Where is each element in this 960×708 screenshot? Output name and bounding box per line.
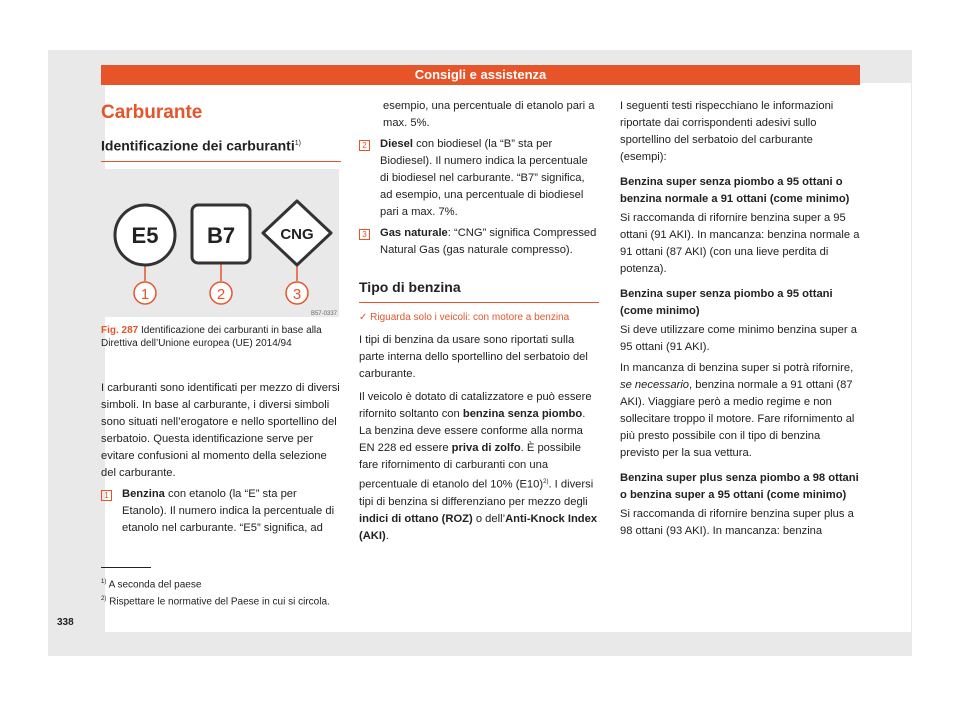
b7-label: B7 <box>206 223 236 248</box>
tipo-benzina-heading: Tipo di benzina <box>359 279 461 295</box>
page-number: 338 <box>57 617 74 628</box>
figure-caption: Fig. 287 Identificazione dei carburanti in base alla Direttiva dell’Unione europea (UE) 2014/94 <box>101 325 322 349</box>
column-2: esempio, una percentuale di etanolo pari a max. 5%. 2 Diesel con biodiesel (la “B” sta per Biodiesel). Il numero indica la percentuale di biodiesel nel carburante. “B7” significa, ad esempio, una percentuale di biodiesel pari a max. 7%. 3 Gas naturale: “CNG” significa Compressed Natural Gas (gas naturale compresso). Tipo di benzina ✓ Riguarda solo i veicoli: con motore a benzina I tipi di benzina da usare sono riportati sulla parte interna dello sportellino del serbatoio del carburante. Il veicolo è dotato di catalizzatore e può essere rifornito soltanto con benzina senza piombo. La benzina deve essere conforme alla norma EN 228 ed essere priva di zolfo. È possibile fare rifornimento di carburanti con una percentuale di etanolo del 10% $(E10)^{2)}$. I diversi tipi di benzina si differenziano per mezzo degli indici di ottano (ROZ) o dell’Anti-Knock Index (AKI). <box>359 98 599 545</box>
callout-1: 1 <box>140 286 150 303</box>
fuel-symbols-illustration <box>101 169 339 317</box>
section-subtitle: Identificazione dei carburanti$^{1)}$ <box>101 137 301 154</box>
callout-3: 3 <box>292 286 302 303</box>
page-header: Consigli e assistenza <box>101 65 860 85</box>
cng-label: CNG <box>280 226 314 243</box>
callout-2: 2 <box>216 286 226 303</box>
section-subtitle-block <box>101 135 341 162</box>
benzina-paragraph: Il veicolo è dotato di catalizzatore e può essere rifornito soltanto con benzina senza piombo. La benzina deve essere conforme alla norma EN 228 ed essere priva di zolfo. È possibile fare rifornimento di carburanti con una percentuale di etanolo del 10% $(E10)^{2)}$. I diversi tipi di benzina si differenziano per mezzo degli indici di ottano (ROZ) o dell’Anti-Knock Index (AKI). <box>359 391 598 542</box>
column-1 <box>101 380 341 537</box>
footnote-2: $^{2)}$ Rispettare le normative del Paese in cui si circola. <box>101 596 330 608</box>
list-item: 1 Benzina con etanolo (la “E” sta per Etanolo). Il numero indica la percentuale di etanolo nel carburante. “E5” significa, ad <box>101 486 341 537</box>
figure-code: B57-0337 <box>310 311 337 317</box>
footnote-1: $^{1)}$ A seconda del paese <box>101 579 202 591</box>
intro-paragraph: I carburanti sono identificati per mezzo di diversi simboli. In base al carburante, i diversi simboli sono situati nell’erogatore e nello sportellino del serbatoio. Questa identificazione serve per evitare confusioni al momento della selezione del carburante. <box>101 382 340 479</box>
footnote-rule <box>101 567 151 568</box>
column-3: I seguenti testi rispecchiano le informazioni riportate dai corrispondenti adesivi sullo sportellino del serbatoio del carburante (esempi): Benzina super senza piombo a 95 ottani o benzina normale a 91 ottani (come minimo) Si raccomanda di rifornire benzina super a 95 ottani (91 AKI). In mancanza: benzina normale a 91 ottani (87 AKI) (con una lieve perdita di potenza). Benzina super senza piombo a 95 ottani (come minimo) Si deve utilizzare come minimo benzina super a 95 ottani (91 AKI). In mancanza di benzina super si potrà rifornire, se necessario, benzina normale a 91 ottani (87 AKI). Viaggiare però a medio regime e non sollecitare troppo il motore. Fare rifornimento al più presto possibile con il tipo di benzina previsto per la sua vettura. Benzina super plus senza piombo a 98 ottani o benzina super a 95 ottani (come minimo) Si raccomanda di rifornire benzina super plus a 98 ottani (93 AKI). In mancanza: benzina <box>620 100 860 537</box>
check-icon: ✓ <box>359 312 371 323</box>
heading-rule <box>359 302 599 303</box>
list-item: 3 Gas naturale: “CNG” significa Compressed Natural Gas (gas naturale compresso). <box>359 225 599 259</box>
list-item: 2 Diesel con biodiesel (la “B” sta per Biodiesel). Il numero indica la percentuale di biodiesel nel carburante. “B7” significa, ad esempio, una percentuale di biodiesel pari a max. 7%. <box>359 136 599 221</box>
section-title: Carburante <box>101 102 203 123</box>
fuel-symbols-figure <box>101 169 339 317</box>
subtitle-rule <box>101 161 341 162</box>
e5-label: E5 <box>131 223 159 248</box>
applicability-hint: ✓ Riguarda solo i veicoli: con motore a benzina <box>359 312 570 323</box>
